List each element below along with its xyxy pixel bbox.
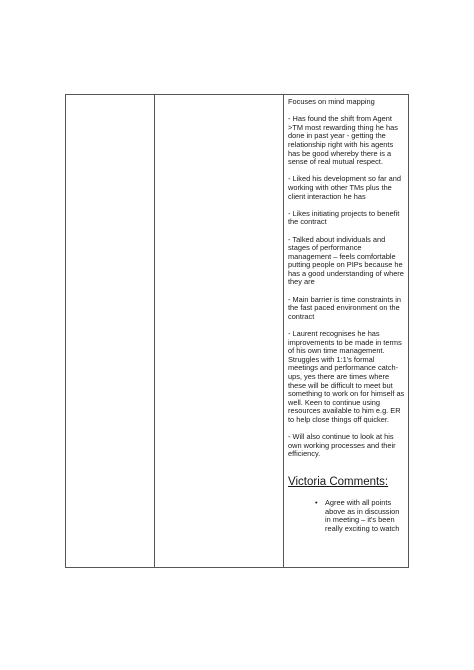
notes-cell [288,98,406,533]
bullet-icon: • [315,497,318,507]
note-agent-shift: - Has found the shift from Agent >TM most rewarding thing he has done in past year - getting the relationship right with his agents has be good whereby there is a sense of real mutual respect. [288,114,398,167]
note-working-processes: - Will also continue to look at his own working processes and their efficiency. [288,432,396,459]
note-time-management: - Laurent recognises he has improvements to be made in terms of his own time management. Struggles with 1:1's formal meetings and performance catch-ups, yes there are times where these will be difficult to meet but something to work on for himself as well. Keen to continue using resources available to him e.g. ER to help close things off quicker. [288,329,405,424]
column-divider [154,95,155,567]
note-mind-mapping: Focuses on mind mapping [288,97,375,106]
comments-heading: Victoria Comments: [288,475,389,488]
comment-text: Agree with all points above as in discussion in meeting – it's been really exciting to watch [325,497,400,533]
note-initiating-projects: - Likes initiating projects to benefit the contract [288,208,400,227]
note-development: - Liked his development so far and working with other TMs plus the client interaction he has [288,174,401,201]
note-main-barrier: - Main barrier is time constraints in the fast paced environment on the contract [288,294,401,321]
review-table [65,94,409,568]
column-divider [283,95,284,567]
comment-item [288,499,406,533]
note-performance-management: - Talked about individuals and stages of performance management – feels comfortable putting people on PIPs because he has a good understanding of where they are [288,234,404,287]
comments-list [288,499,406,533]
